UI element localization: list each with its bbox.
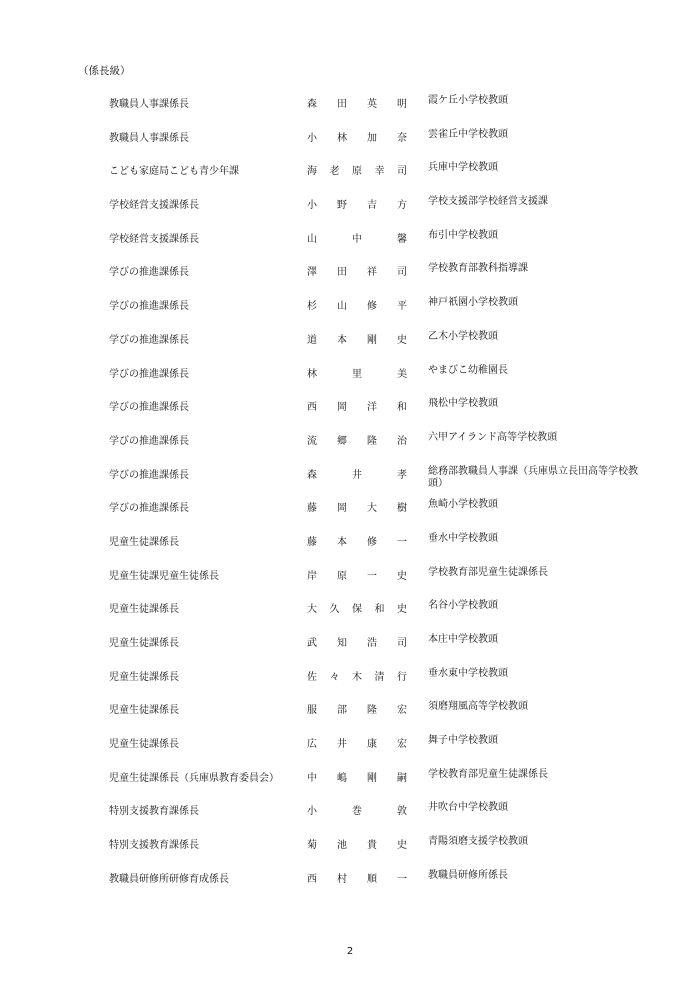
position-title: 学校経営支援課係長 — [109, 233, 199, 245]
person-name — [307, 196, 407, 211]
name-character: 修 — [367, 536, 377, 548]
position-title: 学びの推進課係長 — [109, 267, 189, 279]
previous-position: 青陽須磨支援学校教頭 — [428, 836, 528, 848]
list-item — [0, 398, 700, 432]
previous-position: 井吹台中学校教頭 — [428, 802, 508, 814]
previous-position: 兵庫中学校教頭 — [428, 162, 498, 174]
name-character: 巻 — [352, 806, 362, 818]
previous-position: 布引中学校教頭 — [428, 229, 498, 241]
name-character: 保 — [352, 604, 362, 616]
person-name — [307, 701, 407, 716]
list-item — [0, 836, 700, 870]
name-character: 久 — [329, 604, 340, 616]
name-character: 馨 — [397, 233, 407, 245]
list-item — [0, 297, 700, 331]
previous-position: やまびこ幼稚園長 — [428, 364, 508, 376]
name-character: 大 — [367, 503, 377, 515]
position-title: 学びの推進課係長 — [109, 503, 189, 515]
name-character: 大 — [307, 604, 317, 616]
name-character: 郷 — [337, 435, 347, 447]
previous-position: 須磨翔風高等学校教頭 — [428, 701, 528, 713]
previous-position: 学校支援部学校経営支援課 — [428, 196, 548, 208]
name-character: 西 — [307, 873, 317, 885]
person-name — [307, 432, 407, 447]
name-character: 方 — [397, 200, 407, 212]
position-title: 学びの推進課係長 — [109, 402, 189, 414]
name-character: 小 — [307, 806, 317, 818]
name-character: 順 — [367, 873, 377, 885]
person-name — [307, 567, 407, 582]
list-item — [0, 802, 700, 836]
previous-position: 学校教育部教科指導課 — [428, 263, 528, 275]
previous-position: 本庄中学校教頭 — [428, 634, 498, 645]
person-name — [307, 162, 407, 177]
person-name — [307, 870, 407, 885]
previous-position: 名谷小学校教頭 — [428, 600, 498, 612]
name-character: 司 — [397, 267, 407, 279]
name-character: 田 — [337, 267, 347, 279]
list-item — [0, 196, 700, 230]
name-character: 司 — [397, 166, 407, 178]
previous-position: 乙木小学校教頭 — [428, 330, 498, 342]
person-name — [307, 297, 407, 312]
name-character: 藤 — [307, 536, 317, 548]
person-name — [307, 398, 407, 413]
name-character: 々 — [329, 671, 340, 683]
list-item — [0, 567, 700, 601]
position-title: 児童生徒課係長 — [109, 638, 179, 649]
name-character: 嶋 — [337, 772, 347, 784]
name-character: 服 — [307, 705, 317, 717]
name-character: 史 — [397, 604, 407, 616]
name-character: 老 — [329, 166, 340, 178]
name-character: 美 — [397, 368, 407, 380]
name-character: 中 — [307, 772, 317, 784]
name-character: 佐 — [307, 671, 317, 683]
previous-position: 飛松中学校教頭 — [428, 398, 498, 410]
name-character: 浩 — [367, 638, 377, 649]
name-character: 田 — [337, 99, 347, 110]
name-character: 樹 — [397, 503, 407, 515]
name-character: 隆 — [367, 705, 377, 717]
section-heading: （係長級） — [78, 65, 131, 77]
list-item — [0, 735, 700, 769]
person-name — [307, 802, 407, 817]
name-character: 剛 — [367, 334, 377, 346]
name-character: 山 — [307, 233, 317, 245]
list-item — [0, 162, 700, 196]
person-name — [307, 769, 407, 784]
list-item — [0, 95, 700, 129]
name-character: 中 — [352, 233, 362, 245]
previous-position: 雲雀丘中学校教頭 — [428, 128, 508, 140]
name-character: 林 — [307, 368, 317, 380]
previous-position: 六甲アイランド高等学校教頭 — [428, 431, 558, 443]
list-item — [0, 365, 700, 399]
name-character: 修 — [367, 301, 377, 313]
previous-position: 魚崎小学校教頭 — [428, 499, 498, 511]
name-character: 原 — [337, 570, 347, 582]
name-character: 孝 — [397, 469, 407, 481]
name-character: 林 — [337, 132, 347, 144]
position-title: 学びの推進課係長 — [109, 334, 189, 346]
name-character: 和 — [374, 604, 385, 616]
name-character: 木 — [352, 671, 362, 683]
name-character: 武 — [307, 638, 317, 649]
name-character: 隆 — [367, 435, 377, 447]
position-title: 特別支援教育課係長 — [109, 806, 199, 818]
name-character: 宏 — [397, 705, 407, 717]
page-number: 2 — [346, 946, 354, 957]
name-character: 本 — [337, 536, 347, 548]
name-character: 嗣 — [397, 772, 407, 784]
person-name — [307, 600, 407, 615]
name-character: 山 — [337, 301, 347, 313]
list-item — [0, 331, 700, 365]
list-item — [0, 432, 700, 466]
person-name — [307, 263, 407, 278]
position-title: 特別支援教育課係長 — [109, 840, 199, 852]
list-item — [0, 668, 700, 702]
name-character: 海 — [307, 166, 317, 178]
person-name — [307, 230, 407, 245]
name-character: 里 — [352, 368, 362, 380]
name-character: 井 — [352, 469, 362, 481]
person-name — [307, 634, 407, 649]
list-item — [0, 870, 700, 904]
name-character: 史 — [397, 840, 407, 852]
name-character: 野 — [337, 200, 347, 212]
name-character: 井 — [337, 739, 347, 751]
person-name — [307, 466, 407, 481]
personnel-list — [0, 95, 700, 904]
position-title: 学びの推進課係長 — [109, 469, 189, 481]
name-character: 英 — [367, 99, 377, 110]
name-character: 平 — [397, 301, 407, 313]
name-character: 森 — [307, 99, 317, 110]
person-name — [307, 533, 407, 548]
person-name — [307, 836, 407, 851]
person-name — [307, 365, 407, 380]
position-title: 児童生徒課係長（兵庫県教育委員会） — [109, 772, 279, 784]
position-title: 児童生徒課児童生徒係長 — [109, 570, 219, 582]
list-item — [0, 466, 700, 500]
person-name — [307, 735, 407, 750]
name-character: 康 — [367, 739, 377, 751]
name-character: 司 — [397, 638, 407, 649]
name-character: 史 — [397, 570, 407, 582]
position-title: 学びの推進課係長 — [109, 435, 189, 447]
name-character: 村 — [337, 873, 347, 885]
position-title: 児童生徒課係長 — [109, 705, 179, 717]
name-character: 岡 — [337, 402, 347, 414]
previous-position: 舞子中学校教頭 — [428, 735, 498, 747]
position-title: 教職員研修所研修育成係長 — [109, 873, 229, 885]
position-title: 児童生徒課係長 — [109, 739, 179, 751]
name-character: 広 — [307, 739, 317, 751]
name-character: 和 — [397, 402, 407, 414]
name-character: 宏 — [397, 739, 407, 751]
previous-position: 神戸祇園小学校教頭 — [428, 297, 518, 309]
previous-position: 霞ケ丘小学校教頭 — [428, 95, 508, 106]
name-character: 祥 — [367, 267, 377, 279]
list-item — [0, 533, 700, 567]
position-title: こども家庭局こども青少年課 — [109, 166, 239, 178]
name-character: 本 — [337, 334, 347, 346]
list-item — [0, 600, 700, 634]
name-character: 流 — [307, 435, 317, 447]
position-title: 児童生徒課係長 — [109, 536, 179, 548]
name-character: 貴 — [367, 840, 377, 852]
name-character: 小 — [307, 200, 317, 212]
position-title: 学びの推進課係長 — [109, 301, 189, 313]
name-character: 治 — [397, 435, 407, 447]
name-character: 西 — [307, 402, 317, 414]
previous-position: 教職員研修所係長 — [428, 869, 508, 881]
person-name — [307, 499, 407, 514]
name-character: 清 — [374, 671, 385, 683]
person-name — [307, 129, 407, 144]
previous-position: 垂水東中学校教頭 — [428, 667, 508, 679]
list-item — [0, 769, 700, 803]
position-title: 学校経営支援課係長 — [109, 200, 199, 212]
previous-position: 学校教育部児童生徒課係長 — [428, 566, 548, 578]
name-character: 小 — [307, 132, 317, 144]
list-item — [0, 634, 700, 668]
previous-position: 垂水中学校教頭 — [428, 532, 498, 544]
name-character: 吉 — [367, 200, 377, 212]
name-character: 岸 — [307, 570, 317, 582]
name-character: 原 — [352, 166, 362, 178]
name-character: 剛 — [367, 772, 377, 784]
name-character: 森 — [307, 469, 317, 481]
position-title: 教職員人事課係長 — [109, 99, 189, 110]
name-character: 洋 — [367, 402, 377, 414]
name-character: 藤 — [307, 503, 317, 515]
name-character: 明 — [397, 99, 407, 110]
name-character: 一 — [397, 536, 407, 548]
position-title: 学びの推進課係長 — [109, 368, 189, 380]
previous-position: 学校教育部児童生徒課係長 — [428, 768, 548, 780]
name-character: 岡 — [337, 503, 347, 515]
person-name — [307, 95, 407, 110]
list-item — [0, 499, 700, 533]
name-character: 池 — [337, 840, 347, 852]
name-character: 加 — [367, 132, 377, 144]
person-name — [307, 668, 407, 683]
position-title: 児童生徒課係長 — [109, 671, 179, 683]
previous-position: 総務部教職員人事課（兵庫県立長田高等学校教頭） — [428, 465, 638, 489]
name-character: 敦 — [397, 806, 407, 818]
position-title: 教職員人事課係長 — [109, 132, 189, 144]
name-character: 奈 — [397, 132, 407, 144]
name-character: 道 — [307, 334, 317, 346]
list-item — [0, 263, 700, 297]
person-name — [307, 331, 407, 346]
position-title: 児童生徒課係長 — [109, 604, 179, 616]
name-character: 杉 — [307, 301, 317, 313]
list-item — [0, 701, 700, 735]
name-character: 部 — [337, 705, 347, 717]
name-character: 史 — [397, 334, 407, 346]
list-item — [0, 129, 700, 163]
name-character: 一 — [397, 873, 407, 885]
name-character: 知 — [337, 638, 347, 649]
name-character: 菊 — [307, 840, 317, 852]
name-character: 澤 — [307, 267, 317, 279]
list-item — [0, 230, 700, 264]
name-character: 行 — [397, 671, 407, 683]
name-character: 幸 — [374, 166, 385, 178]
name-character: 一 — [367, 570, 377, 582]
